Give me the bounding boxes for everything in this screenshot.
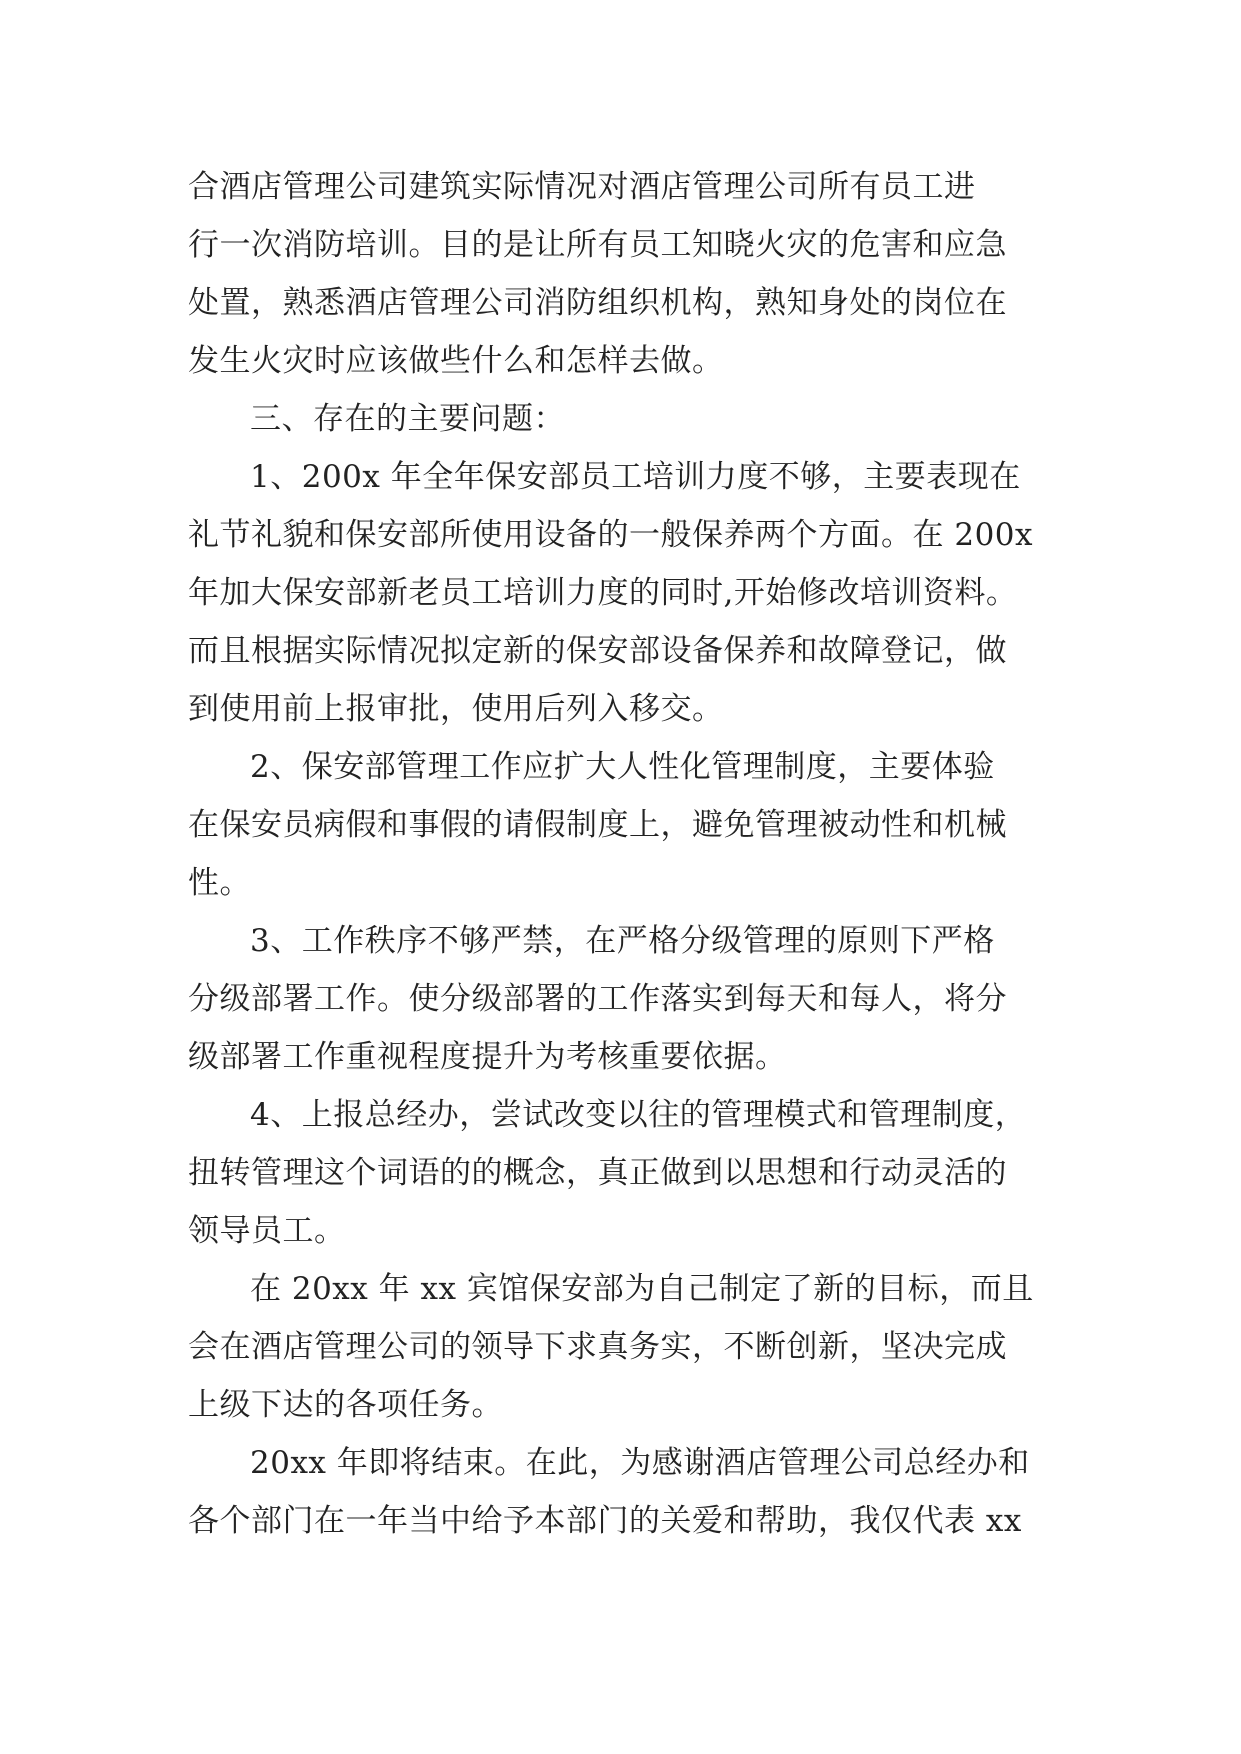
text-line: 各个部门在一年当中给予本部门的关爱和帮助，我仅代表 xx [188, 1503, 1022, 1539]
text-line: 发生火灾时应该做些什么和怎样去做。 [188, 343, 724, 379]
section-heading-main-problems [188, 390, 1068, 448]
paragraph-problem-1 [188, 448, 1068, 738]
document-body [188, 158, 1068, 1550]
text-line: 在 20xx 年 xx 宾馆保安部为自己制定了新的目标，而且 [250, 1271, 1034, 1307]
text-line: 1、200x 年全年保安部员工培训力度不够，主要表现在 [250, 459, 1021, 495]
paragraph-year-end-thanks [188, 1434, 1068, 1550]
text-line: 合酒店管理公司建筑实际情况对酒店管理公司所有员工进 [188, 169, 976, 205]
text-line: 4、上报总经办，尝试改变以往的管理模式和管理制度， [250, 1097, 1027, 1133]
text-line: 在保安员病假和事假的请假制度上，避免管理被动性和机械 [188, 807, 1007, 843]
paragraph-problem-2 [188, 738, 1068, 912]
text-line: 2、保安部管理工作应扩大人性化管理制度，主要体验 [250, 749, 995, 785]
text-line: 会在酒店管理公司的领导下求真务实，不断创新，坚决完成 [188, 1329, 1007, 1365]
text-line: 领导员工。 [188, 1213, 346, 1249]
text-line: 20xx 年即将结束。在此，为感谢酒店管理公司总经办和 [250, 1445, 1030, 1481]
text-line: 3、工作秩序不够严禁，在严格分级管理的原则下严格 [250, 923, 995, 959]
text-line: 分级部署工作。使分级部署的工作落实到每天和每人，将分 [188, 981, 1007, 1017]
paragraph-problem-3 [188, 912, 1068, 1086]
paragraph-problem-4 [188, 1086, 1068, 1260]
text-line: 扭转管理这个词语的的概念，真正做到以思想和行动灵活的 [188, 1155, 1007, 1191]
text-line: 礼节礼貌和保安部所使用设备的一般保养两个方面。在 200x [188, 517, 1034, 553]
text-line: 上级下达的各项任务。 [188, 1387, 503, 1423]
text-line: 性。 [188, 865, 251, 901]
text-line: 年加大保安部新老员工培训力度的同时,开始修改培训资料。 [188, 575, 1018, 611]
paragraph-new-goals [188, 1260, 1068, 1434]
text-line: 行一次消防培训。目的是让所有员工知晓火灾的危害和应急 [188, 227, 1007, 263]
text-line: 到使用前上报审批，使用后列入移交。 [188, 691, 724, 727]
paragraph-fire-training-continued [188, 158, 1068, 390]
text-line: 三、存在的主要问题： [250, 401, 565, 437]
text-line: 处置，熟悉酒店管理公司消防组织机构，熟知身处的岗位在 [188, 285, 1007, 321]
text-line: 级部署工作重视程度提升为考核重要依据。 [188, 1039, 787, 1075]
text-line: 而且根据实际情况拟定新的保安部设备保养和故障登记，做 [188, 633, 1007, 669]
